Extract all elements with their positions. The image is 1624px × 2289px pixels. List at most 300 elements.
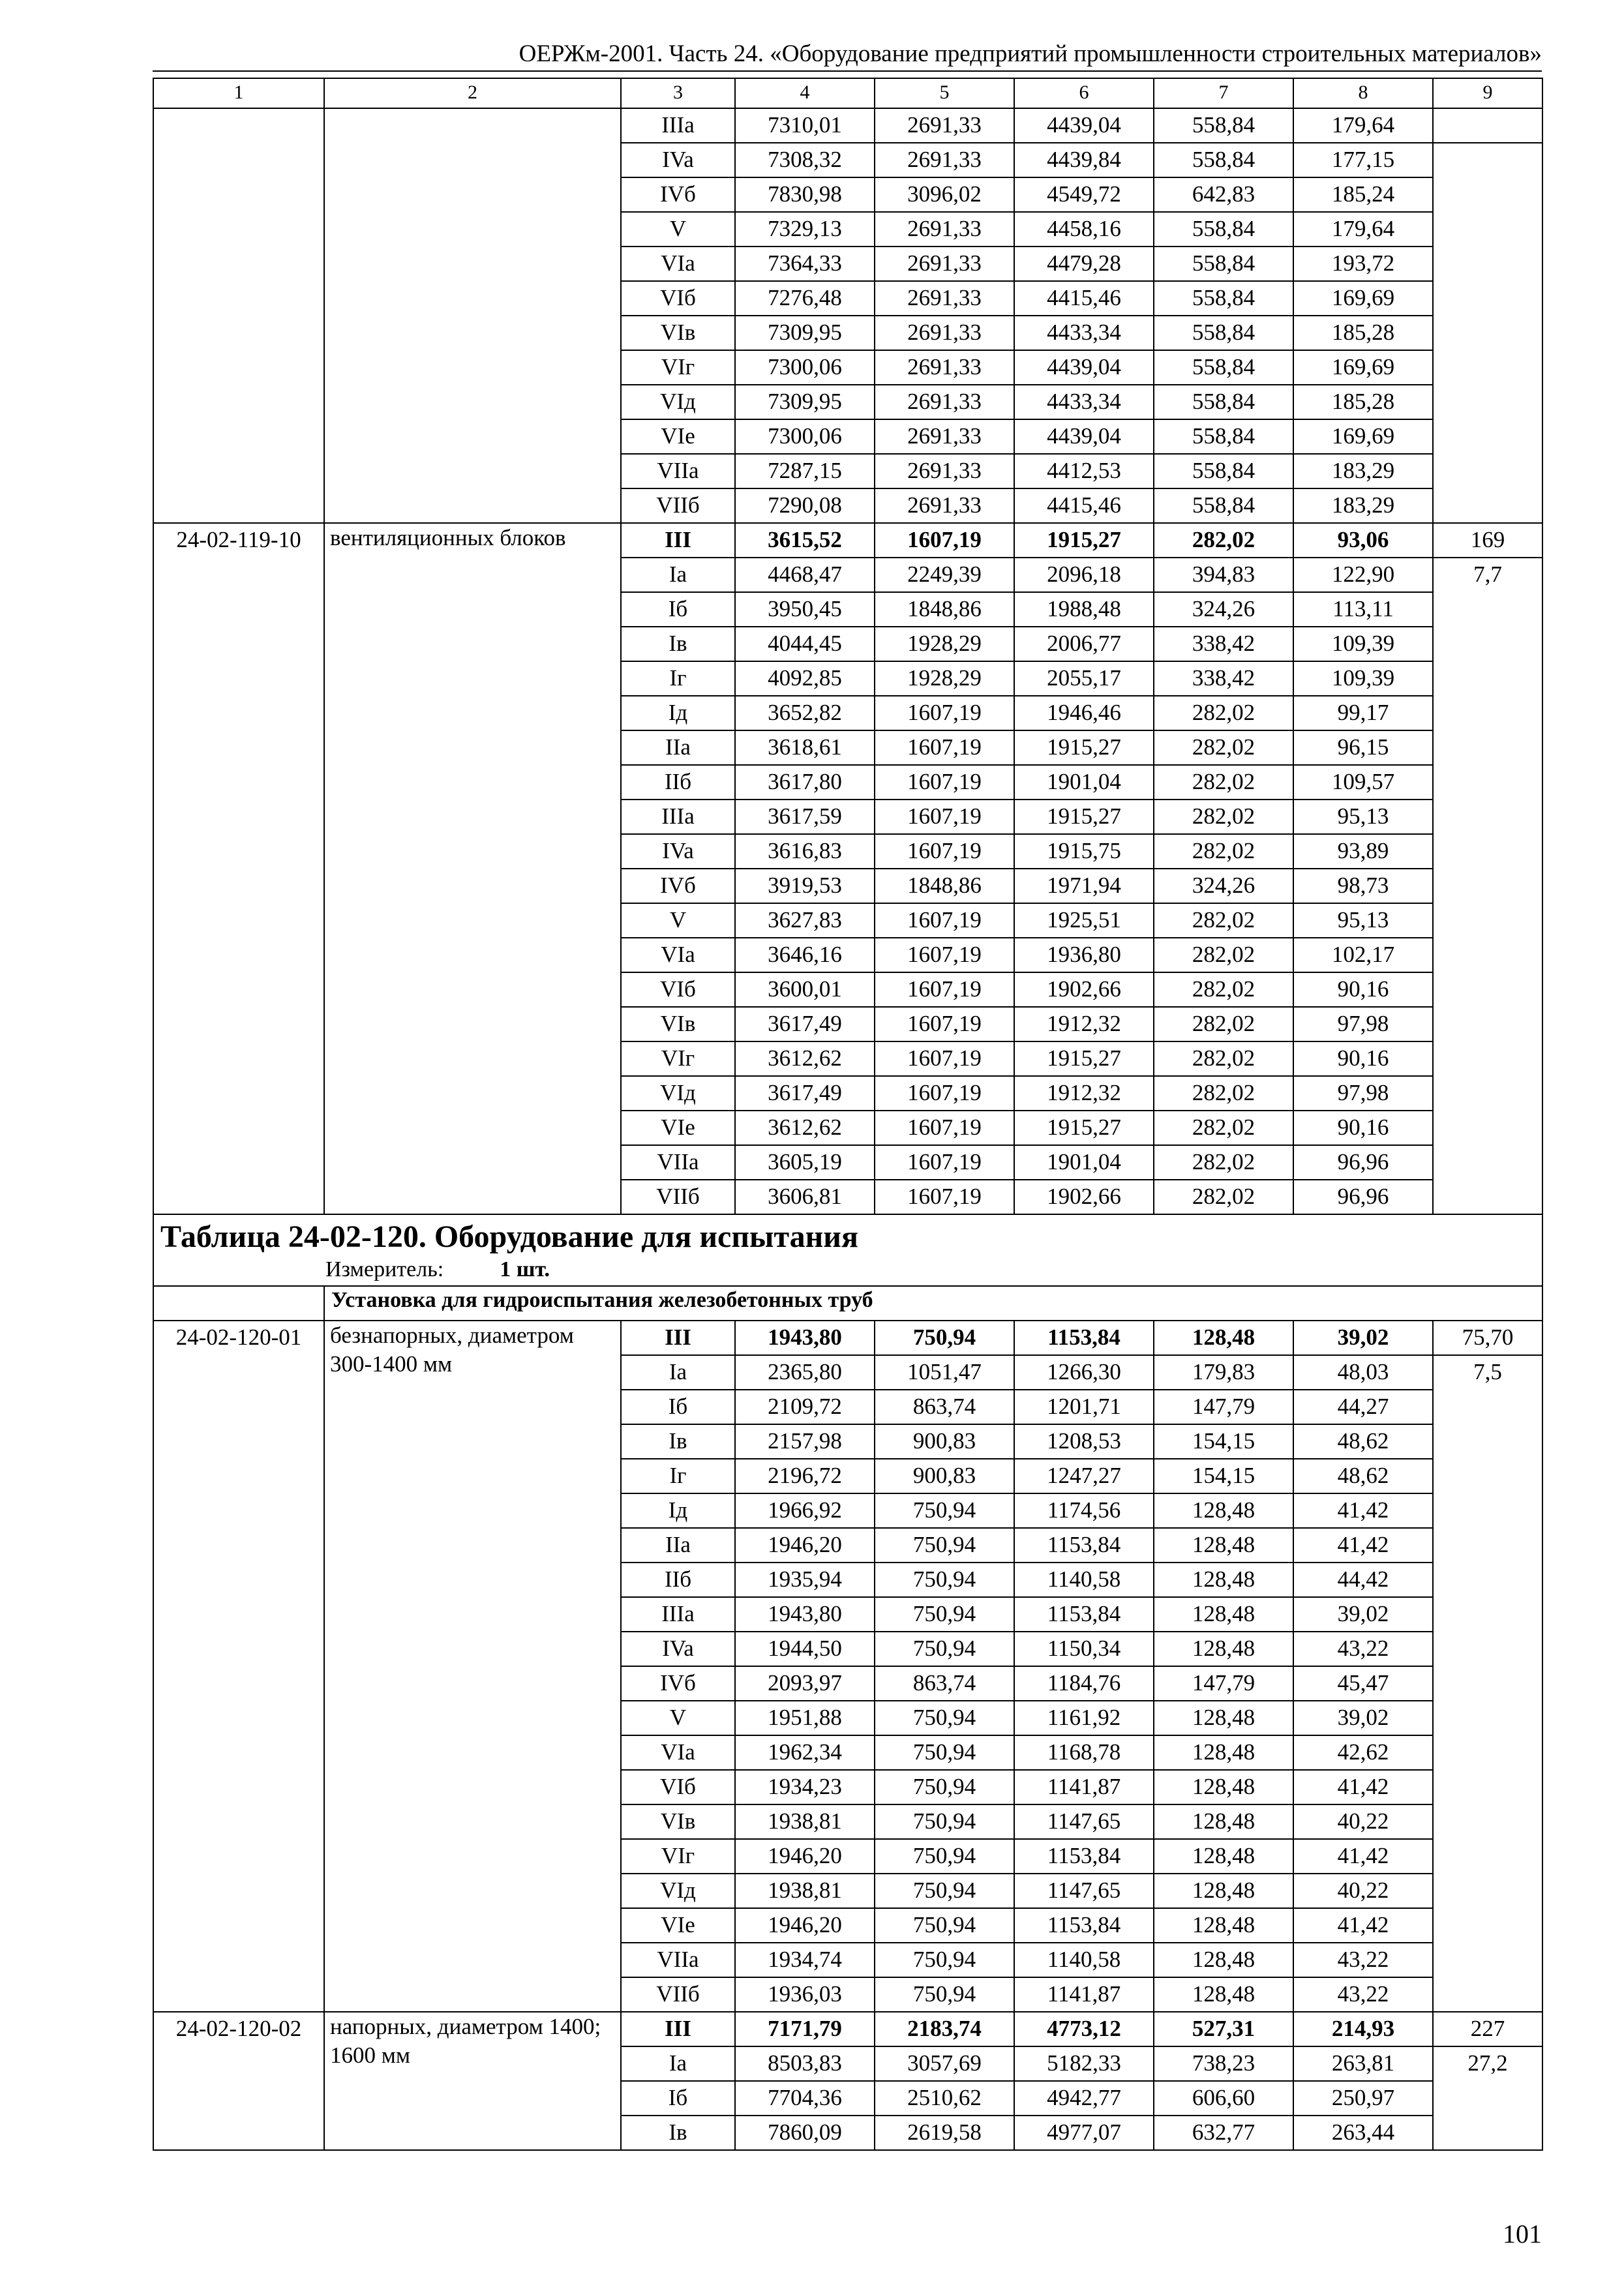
value-cell: 394,83 <box>1154 558 1293 592</box>
value-cell: 7300,06 <box>735 350 875 385</box>
value-cell: 4439,04 <box>1014 350 1154 385</box>
value-cell: 1946,46 <box>1014 696 1154 730</box>
zone-cell: VIг <box>621 1041 735 1076</box>
value-cell: 7276,48 <box>735 281 875 316</box>
value-cell: 282,02 <box>1154 1180 1293 1214</box>
value-cell: 1936,03 <box>735 1977 875 2012</box>
value-cell: 2691,33 <box>875 350 1014 385</box>
value-cell: 282,02 <box>1154 1076 1293 1111</box>
value-cell: 1150,34 <box>1014 1632 1154 1666</box>
value-cell: 3096,02 <box>875 177 1014 212</box>
value-cell: 1607,19 <box>875 696 1014 730</box>
value-cell: 154,15 <box>1154 1459 1293 1493</box>
zone-cell: V <box>621 903 735 938</box>
zone-cell: Ia <box>621 1355 735 1390</box>
value-cell: 4549,72 <box>1014 177 1154 212</box>
value-cell: 1247,27 <box>1014 1459 1154 1493</box>
table-title-row <box>153 1214 1542 1286</box>
value-cell: 185,24 <box>1293 177 1433 212</box>
value-cell: 1943,80 <box>735 1597 875 1632</box>
value-cell: 1943,80 <box>735 1321 875 1355</box>
value-cell: 7300,06 <box>735 419 875 454</box>
value-cell: 282,02 <box>1154 1007 1293 1041</box>
value-cell: 1607,19 <box>875 972 1014 1007</box>
value-cell: 2183,74 <box>875 2012 1014 2046</box>
value-cell: 1208,53 <box>1014 1424 1154 1459</box>
zone-cell: IIIa <box>621 108 735 143</box>
value-cell: 90,16 <box>1293 972 1433 1007</box>
zone-cell: VIIa <box>621 1145 735 1180</box>
value-cell: 750,94 <box>875 1977 1014 2012</box>
value-cell: 2691,33 <box>875 108 1014 143</box>
value-cell: 183,29 <box>1293 488 1433 523</box>
value-cell: 1848,86 <box>875 592 1014 627</box>
value-cell: 338,42 <box>1154 661 1293 696</box>
rate-code <box>153 108 324 523</box>
value-cell: 1902,66 <box>1014 972 1154 1007</box>
zone-cell: VIг <box>621 1839 735 1874</box>
value-cell: 558,84 <box>1154 247 1293 281</box>
value-cell: 1935,94 <box>735 1563 875 1597</box>
zone-cell: V <box>621 212 735 247</box>
value-cell: 1607,19 <box>875 1111 1014 1145</box>
zone-cell: VIe <box>621 1908 735 1943</box>
value-cell: 169,69 <box>1293 281 1433 316</box>
value-cell: 90,16 <box>1293 1041 1433 1076</box>
zone-cell: Iг <box>621 661 735 696</box>
value-cell: 1988,48 <box>1014 592 1154 627</box>
zone-cell: VIб <box>621 1770 735 1804</box>
col9-value: 169 <box>1433 523 1542 558</box>
value-cell: 750,94 <box>875 1908 1014 1943</box>
zone-cell: VIIб <box>621 1977 735 2012</box>
value-cell: 4458,16 <box>1014 212 1154 247</box>
zone-cell: VIa <box>621 1735 735 1770</box>
zone-cell: VIг <box>621 350 735 385</box>
value-cell: 3950,45 <box>735 592 875 627</box>
value-cell: 98,73 <box>1293 869 1433 903</box>
zone-cell: VIIб <box>621 1180 735 1214</box>
zone-cell: Iб <box>621 2081 735 2116</box>
value-cell: 558,84 <box>1154 488 1293 523</box>
zone-cell: Iв <box>621 2116 735 2150</box>
value-cell: 44,27 <box>1293 1390 1433 1424</box>
value-cell: 1607,19 <box>875 1041 1014 1076</box>
value-cell: 3600,01 <box>735 972 875 1007</box>
value-cell: 3652,82 <box>735 696 875 730</box>
value-cell: 2196,72 <box>735 1459 875 1493</box>
table-row <box>153 108 1542 143</box>
value-cell: 282,02 <box>1154 800 1293 834</box>
value-cell: 128,48 <box>1154 1493 1293 1528</box>
value-cell: 324,26 <box>1154 869 1293 903</box>
zone-cell: IIa <box>621 1528 735 1563</box>
value-cell: 193,72 <box>1293 247 1433 281</box>
value-cell: 3612,62 <box>735 1111 875 1145</box>
value-cell: 48,62 <box>1293 1459 1433 1493</box>
value-cell: 179,83 <box>1154 1355 1293 1390</box>
value-cell: 40,22 <box>1293 1874 1433 1908</box>
value-cell: 1141,87 <box>1014 1977 1154 2012</box>
column-number: 9 <box>1433 78 1542 108</box>
value-cell: 109,39 <box>1293 661 1433 696</box>
value-cell: 1915,75 <box>1014 834 1154 869</box>
col9-value: 7,7 <box>1433 558 1542 1214</box>
value-cell: 4044,45 <box>735 627 875 661</box>
zone-cell: VIд <box>621 1076 735 1111</box>
col9-value: 27,2 <box>1433 2046 1542 2150</box>
value-cell: 8503,83 <box>735 2046 875 2081</box>
column-number: 1 <box>153 78 324 108</box>
value-cell: 4412,53 <box>1014 454 1154 488</box>
zone-cell: IVб <box>621 177 735 212</box>
zone-cell: IIa <box>621 730 735 765</box>
value-cell: 95,13 <box>1293 903 1433 938</box>
value-cell: 128,48 <box>1154 1321 1293 1355</box>
value-cell: 1938,81 <box>735 1874 875 1908</box>
value-cell: 39,02 <box>1293 1597 1433 1632</box>
value-cell: 7860,09 <box>735 2116 875 2150</box>
value-cell: 99,17 <box>1293 696 1433 730</box>
value-cell: 1147,65 <box>1014 1804 1154 1839</box>
value-cell: 1607,19 <box>875 1007 1014 1041</box>
zone-cell: Ia <box>621 558 735 592</box>
value-cell: 4439,84 <box>1014 143 1154 177</box>
value-cell: 1140,58 <box>1014 1943 1154 1977</box>
value-cell: 750,94 <box>875 1321 1014 1355</box>
item-name: вентиляционных блоков <box>324 523 621 1214</box>
value-cell: 3057,69 <box>875 2046 1014 2081</box>
value-cell: 863,74 <box>875 1390 1014 1424</box>
value-cell: 128,48 <box>1154 1770 1293 1804</box>
value-cell: 642,83 <box>1154 177 1293 212</box>
value-cell: 558,84 <box>1154 316 1293 350</box>
zone-cell: Ia <box>621 2046 735 2081</box>
value-cell: 1174,56 <box>1014 1493 1154 1528</box>
value-cell: 3646,16 <box>735 938 875 972</box>
zone-cell: Iб <box>621 1390 735 1424</box>
value-cell: 41,42 <box>1293 1493 1433 1528</box>
value-cell: 185,28 <box>1293 385 1433 419</box>
value-cell: 900,83 <box>875 1424 1014 1459</box>
value-cell: 1140,58 <box>1014 1563 1154 1597</box>
table-row <box>153 523 1542 558</box>
value-cell: 750,94 <box>875 1528 1014 1563</box>
zone-cell: VIa <box>621 938 735 972</box>
value-cell: 1153,84 <box>1014 1597 1154 1632</box>
value-cell: 3616,83 <box>735 834 875 869</box>
value-cell: 128,48 <box>1154 1632 1293 1666</box>
value-cell: 128,48 <box>1154 1943 1293 1977</box>
value-cell: 1153,84 <box>1014 1528 1154 1563</box>
column-number: 2 <box>324 78 621 108</box>
col9-value: 75,70 <box>1433 1321 1542 1355</box>
value-cell: 43,22 <box>1293 1943 1433 1977</box>
value-cell: 2691,33 <box>875 247 1014 281</box>
value-cell: 43,22 <box>1293 1977 1433 2012</box>
value-cell: 2691,33 <box>875 385 1014 419</box>
value-cell: 128,48 <box>1154 1597 1293 1632</box>
zone-cell: VIe <box>621 1111 735 1145</box>
value-cell: 39,02 <box>1293 1321 1433 1355</box>
value-cell: 4439,04 <box>1014 419 1154 454</box>
value-cell: 2619,58 <box>875 2116 1014 2150</box>
value-cell: 750,94 <box>875 1493 1014 1528</box>
value-cell: 102,17 <box>1293 938 1433 972</box>
value-cell: 558,84 <box>1154 281 1293 316</box>
value-cell: 48,62 <box>1293 1424 1433 1459</box>
rates-table <box>153 78 1543 2151</box>
rate-code: 24-02-120-01 <box>153 1321 324 2012</box>
value-cell: 2691,33 <box>875 212 1014 247</box>
table-title: Таблица 24-02-120. Оборудование для испытания <box>160 1219 858 1254</box>
value-cell: 558,84 <box>1154 419 1293 454</box>
value-cell: 3617,49 <box>735 1007 875 1041</box>
item-name <box>324 108 621 523</box>
value-cell: 97,98 <box>1293 1007 1433 1041</box>
value-cell: 3615,52 <box>735 523 875 558</box>
value-cell: 1848,86 <box>875 869 1014 903</box>
page-number: 101 <box>1503 2219 1542 2249</box>
value-cell: 4479,28 <box>1014 247 1154 281</box>
value-cell: 3919,53 <box>735 869 875 903</box>
unit-line <box>160 1257 1535 1283</box>
value-cell: 1901,04 <box>1014 765 1154 800</box>
column-number: 5 <box>875 78 1014 108</box>
value-cell: 558,84 <box>1154 454 1293 488</box>
value-cell: 900,83 <box>875 1459 1014 1493</box>
value-cell: 282,02 <box>1154 696 1293 730</box>
value-cell: 147,79 <box>1154 1390 1293 1424</box>
value-cell: 3617,59 <box>735 800 875 834</box>
value-cell: 96,15 <box>1293 730 1433 765</box>
value-cell: 750,94 <box>875 1874 1014 1908</box>
value-cell: 750,94 <box>875 1943 1014 1977</box>
page-header: ОЕРЖм-2001. Часть 24. «Оборудование предприятий промышленности строительных материалов» <box>153 38 1542 72</box>
value-cell: 128,48 <box>1154 1977 1293 2012</box>
column-number-row <box>153 78 1542 108</box>
value-cell: 2691,33 <box>875 454 1014 488</box>
value-cell: 128,48 <box>1154 1839 1293 1874</box>
value-cell: 43,22 <box>1293 1632 1433 1666</box>
value-cell: 7704,36 <box>735 2081 875 2116</box>
zone-cell: IVб <box>621 869 735 903</box>
value-cell: 93,06 <box>1293 523 1433 558</box>
value-cell: 1915,27 <box>1014 523 1154 558</box>
zone-cell: V <box>621 1701 735 1735</box>
value-cell: 338,42 <box>1154 627 1293 661</box>
rate-code: 24-02-119-10 <box>153 523 324 1214</box>
value-cell: 606,60 <box>1154 2081 1293 2116</box>
value-cell: 128,48 <box>1154 1701 1293 1735</box>
value-cell: 214,93 <box>1293 2012 1433 2046</box>
value-cell: 128,48 <box>1154 1735 1293 1770</box>
value-cell: 1925,51 <box>1014 903 1154 938</box>
value-cell: 7171,79 <box>735 2012 875 2046</box>
value-cell: 147,79 <box>1154 1666 1293 1701</box>
value-cell: 3605,19 <box>735 1145 875 1180</box>
value-cell: 7309,95 <box>735 385 875 419</box>
zone-cell: Iв <box>621 1424 735 1459</box>
value-cell: 750,94 <box>875 1804 1014 1839</box>
value-cell: 4092,85 <box>735 661 875 696</box>
item-name: безнапорных, диаметром 300-1400 мм <box>324 1321 621 2012</box>
value-cell: 3618,61 <box>735 730 875 765</box>
value-cell: 1951,88 <box>735 1701 875 1735</box>
value-cell: 1266,30 <box>1014 1355 1154 1390</box>
value-cell: 1915,27 <box>1014 730 1154 765</box>
value-cell: 1934,23 <box>735 1770 875 1804</box>
value-cell: 558,84 <box>1154 350 1293 385</box>
zone-cell: III <box>621 2012 735 2046</box>
value-cell: 750,94 <box>875 1701 1014 1735</box>
value-cell: 5182,33 <box>1014 2046 1154 2081</box>
col9-value: 7,5 <box>1433 1355 1542 2012</box>
zone-cell: IIб <box>621 1563 735 1597</box>
value-cell: 750,94 <box>875 1597 1014 1632</box>
value-cell: 96,96 <box>1293 1180 1433 1214</box>
zone-cell: VIв <box>621 316 735 350</box>
value-cell: 128,48 <box>1154 1804 1293 1839</box>
value-cell: 1161,92 <box>1014 1701 1154 1735</box>
zone-cell: Iб <box>621 592 735 627</box>
empty-cell <box>153 1286 324 1321</box>
subheading: Установка для гидроиспытания железобетонных труб <box>324 1286 1542 1321</box>
zone-cell: IIIa <box>621 1597 735 1632</box>
value-cell: 1147,65 <box>1014 1874 1154 1908</box>
column-number: 3 <box>621 78 735 108</box>
value-cell: 1607,19 <box>875 834 1014 869</box>
value-cell: 282,02 <box>1154 903 1293 938</box>
value-cell: 90,16 <box>1293 1111 1433 1145</box>
column-number: 4 <box>735 78 875 108</box>
value-cell: 2055,17 <box>1014 661 1154 696</box>
value-cell: 1946,20 <box>735 1908 875 1943</box>
zone-cell: IVa <box>621 1632 735 1666</box>
value-cell: 282,02 <box>1154 765 1293 800</box>
value-cell: 39,02 <box>1293 1701 1433 1735</box>
value-cell: 1971,94 <box>1014 869 1154 903</box>
zone-cell: VIв <box>621 1007 735 1041</box>
value-cell: 41,42 <box>1293 1528 1433 1563</box>
value-cell: 42,62 <box>1293 1735 1433 1770</box>
value-cell: 122,90 <box>1293 558 1433 592</box>
value-cell: 558,84 <box>1154 143 1293 177</box>
value-cell: 7309,95 <box>735 316 875 350</box>
value-cell: 250,97 <box>1293 2081 1433 2116</box>
value-cell: 169,69 <box>1293 350 1433 385</box>
zone-cell: VIб <box>621 972 735 1007</box>
value-cell: 558,84 <box>1154 108 1293 143</box>
value-cell: 263,44 <box>1293 2116 1433 2150</box>
value-cell: 179,64 <box>1293 212 1433 247</box>
zone-cell: VIa <box>621 247 735 281</box>
value-cell: 154,15 <box>1154 1424 1293 1459</box>
value-cell: 2096,18 <box>1014 558 1154 592</box>
value-cell: 2006,77 <box>1014 627 1154 661</box>
value-cell: 1201,71 <box>1014 1390 1154 1424</box>
value-cell: 179,64 <box>1293 108 1433 143</box>
value-cell: 2691,33 <box>875 419 1014 454</box>
column-number: 7 <box>1154 78 1293 108</box>
value-cell: 1915,27 <box>1014 1111 1154 1145</box>
value-cell: 169,69 <box>1293 419 1433 454</box>
value-cell: 1607,19 <box>875 1076 1014 1111</box>
value-cell: 3627,83 <box>735 903 875 938</box>
value-cell: 1607,19 <box>875 765 1014 800</box>
value-cell: 527,31 <box>1154 2012 1293 2046</box>
value-cell: 1607,19 <box>875 903 1014 938</box>
value-cell: 282,02 <box>1154 1145 1293 1180</box>
value-cell: 263,81 <box>1293 2046 1433 2081</box>
rate-code: 24-02-120-02 <box>153 2012 324 2150</box>
value-cell: 4439,04 <box>1014 108 1154 143</box>
value-cell: 3617,49 <box>735 1076 875 1111</box>
value-cell: 4433,34 <box>1014 385 1154 419</box>
value-cell: 1915,27 <box>1014 1041 1154 1076</box>
value-cell: 1944,50 <box>735 1632 875 1666</box>
value-cell: 1915,27 <box>1014 800 1154 834</box>
value-cell: 97,98 <box>1293 1076 1433 1111</box>
value-cell: 1153,84 <box>1014 1321 1154 1355</box>
zone-cell: Iг <box>621 1459 735 1493</box>
zone-cell: IVa <box>621 834 735 869</box>
col9-value <box>1433 143 1542 523</box>
value-cell: 4942,77 <box>1014 2081 1154 2116</box>
unit-label: Измеритель: <box>325 1257 444 1281</box>
value-cell: 1966,92 <box>735 1493 875 1528</box>
value-cell: 2510,62 <box>875 2081 1014 2116</box>
zone-cell: VIв <box>621 1804 735 1839</box>
col9-value <box>1433 108 1542 143</box>
value-cell: 1051,47 <box>875 1355 1014 1390</box>
value-cell: 1938,81 <box>735 1804 875 1839</box>
value-cell: 128,48 <box>1154 1528 1293 1563</box>
value-cell: 632,77 <box>1154 2116 1293 2150</box>
value-cell: 2249,39 <box>875 558 1014 592</box>
value-cell: 1607,19 <box>875 523 1014 558</box>
value-cell: 7364,33 <box>735 247 875 281</box>
value-cell: 2093,97 <box>735 1666 875 1701</box>
zone-cell: IVa <box>621 143 735 177</box>
value-cell: 1901,04 <box>1014 1145 1154 1180</box>
value-cell: 1168,78 <box>1014 1735 1154 1770</box>
zone-cell: IIIa <box>621 800 735 834</box>
value-cell: 558,84 <box>1154 385 1293 419</box>
value-cell: 1912,32 <box>1014 1007 1154 1041</box>
value-cell: 1607,19 <box>875 800 1014 834</box>
value-cell: 282,02 <box>1154 834 1293 869</box>
value-cell: 2691,33 <box>875 281 1014 316</box>
value-cell: 45,47 <box>1293 1666 1433 1701</box>
zone-cell: VIб <box>621 281 735 316</box>
column-number: 6 <box>1014 78 1154 108</box>
value-cell: 4773,12 <box>1014 2012 1154 2046</box>
value-cell: 1928,29 <box>875 627 1014 661</box>
value-cell: 1607,19 <box>875 938 1014 972</box>
value-cell: 2157,98 <box>735 1424 875 1459</box>
value-cell: 1141,87 <box>1014 1770 1154 1804</box>
value-cell: 1184,76 <box>1014 1666 1154 1701</box>
zone-cell: IIб <box>621 765 735 800</box>
value-cell: 1934,74 <box>735 1943 875 1977</box>
table-row <box>153 2012 1542 2046</box>
value-cell: 2691,33 <box>875 143 1014 177</box>
value-cell: 183,29 <box>1293 454 1433 488</box>
table-row <box>153 1321 1542 1355</box>
value-cell: 109,39 <box>1293 627 1433 661</box>
value-cell: 282,02 <box>1154 730 1293 765</box>
